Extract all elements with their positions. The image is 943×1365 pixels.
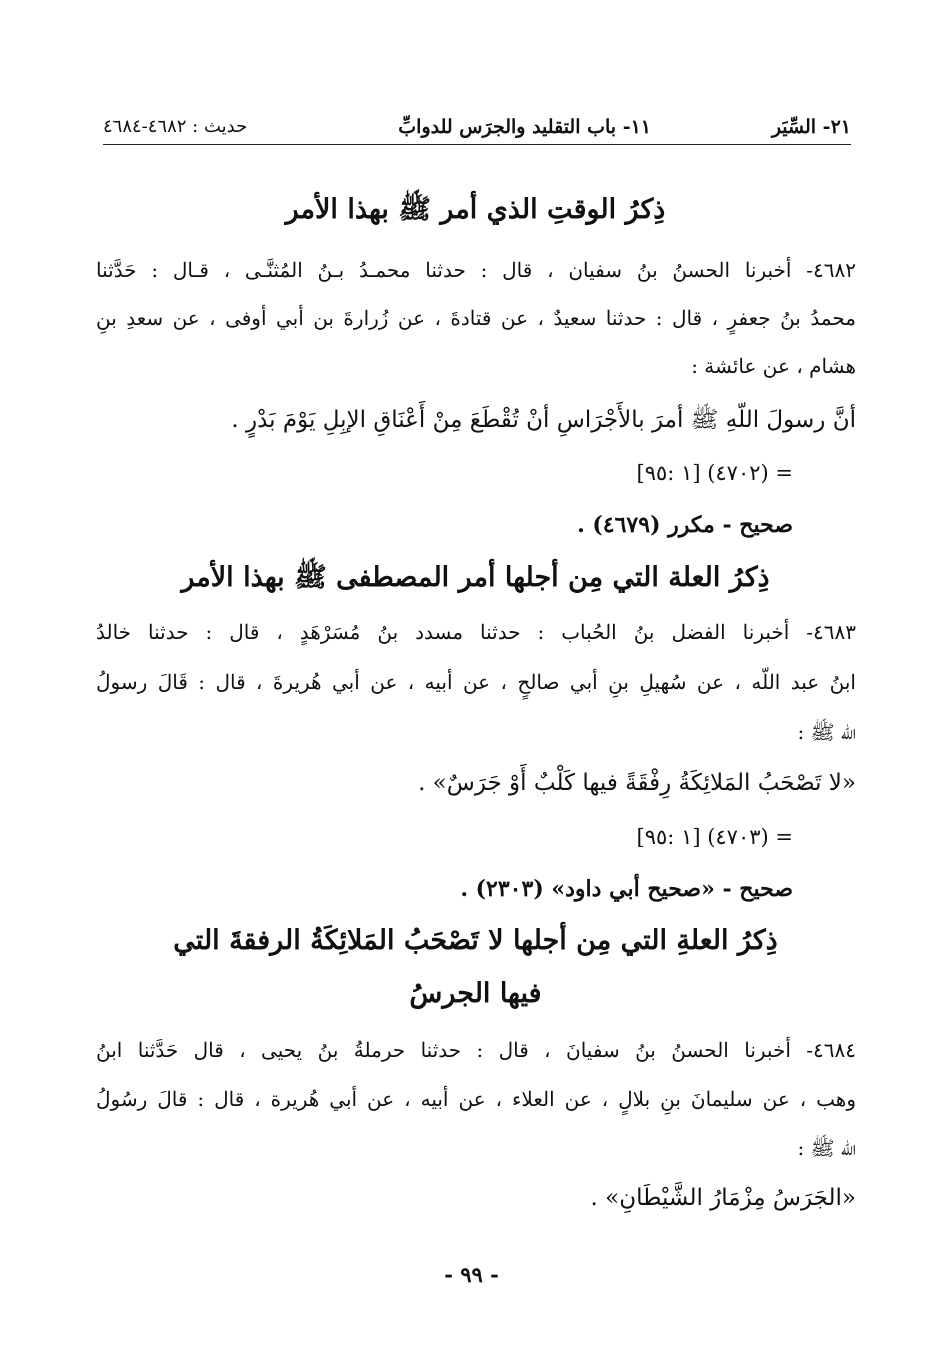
- hadith-quote: «لا تَصْحَبُ المَلائِكَةُ رِفْقَةً فيها كَلْبٌ أَوْ جَرَسٌ» .: [418, 770, 856, 796]
- header-hadith-range: حديث : ٤٦٨٢-٤٦٨٤: [103, 116, 248, 137]
- hadith-quote: «الجَرَسُ مِزْمَارُ الشَّيْطَانِ» .: [590, 1185, 856, 1211]
- hadith-text-line: وهب ، عن سليمانَ بنِ بلالٍ ، عن العلاء ، عن أبيه ، عن أبي هُريرة ، قال : قالَ رسُولُ: [96, 1087, 856, 1111]
- header-book-title: ٢١- السِّيَر: [771, 116, 851, 138]
- hadith-text-line: هشام ، عن عائشة :: [691, 354, 856, 378]
- hadith-text-line: ٤٦٨٣- أخبرنا الفضل بنُ الحُباب : حدثنا مسدد بنُ مُسَرْهَدٍ ، قال : حدثنا خالدُ: [96, 620, 856, 644]
- hadith-text-line: ابنُ عبد اللّه ، عن سُهيلِ بنِ أبي صالحٍ ، عن أبيه ، عن أبي هُريرةَ ، قال : قَالَ رسولُ: [96, 670, 856, 694]
- hadith-text-line: اللّه ﷺ :: [797, 720, 856, 744]
- section-heading: ذِكرُ الوقتِ الذي أمر ﷺ بهذا الأمر: [285, 194, 666, 225]
- page-number: - ٩٩ -: [444, 1262, 499, 1287]
- running-header: [103, 108, 851, 145]
- hadith-text-line: ٤٦٨٤- أخبرنا الحسنُ بنُ سفيانَ ، قال : حدثنا حرملةُ بنُ يحيى ، قال حَدَّثنا ابنُ: [96, 1038, 856, 1062]
- section-heading: ذِكرُ العلة التي مِن أجلها أمر المصطفى ﷺ بهذا الأمر: [181, 562, 770, 593]
- hadith-reference: = (٤٧٠٣) [١ :٩٥]: [636, 825, 793, 849]
- hadith-text-line: ٤٦٨٢- أخبرنا الحسنُ بنُ سفيان ، قال : حدثنا محمـدُ بـنُ المُثنَّـى ، قـال : حَدَّثنا: [96, 258, 856, 282]
- header-chapter-title: ١١- باب التقليد والجرَس للدوابِّ: [398, 116, 651, 138]
- hadith-grade: صحيح - «صحيح أبي داود» (٢٣٠٣) .: [460, 876, 793, 902]
- hadith-text-line: اللّه ﷺ :: [797, 1136, 856, 1160]
- hadith-grade: صحيح - مكرر (٤٦٧٩) .: [577, 512, 793, 538]
- section-heading-continuation: فيها الجرسُ: [409, 978, 542, 1009]
- hadith-text-line: محمدُ بنُ جعفرٍ ، قال : حدثنا سعيدٌ ، عن قتادةَ ، عن زُرارةَ بن أبي أوفى ، عن سعدِ بنِ: [96, 306, 856, 330]
- hadith-reference: = (٤٧٠٢) [١ :٩٥]: [636, 461, 793, 485]
- section-heading: ذِكرُ العلةِ التي مِن أجلها لا تَصْحَبُ المَلائِكَةُ الرفقةَ التي: [173, 925, 778, 956]
- hadith-quote: أنَّ رسولَ اللّهِ ﷺ أمرَ بالأَجْرَاسِ أنْ تُقْطَعَ مِنْ أَعْنَاقِ الإبِلِ يَوْمَ بَدْرٍ .: [231, 407, 856, 433]
